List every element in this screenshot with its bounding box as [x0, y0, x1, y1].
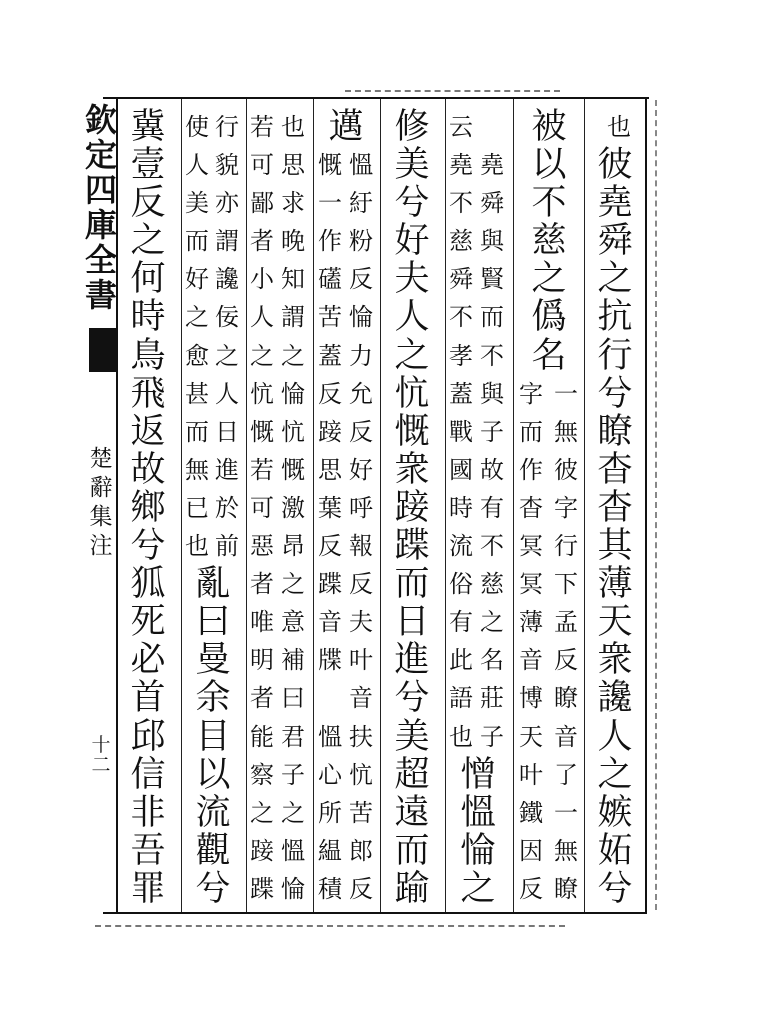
character: 定 — [84, 136, 117, 174]
character: 憎 — [460, 754, 496, 795]
character: 舜 — [480, 189, 504, 218]
column-7-note-left — [182, 108, 212, 565]
character: 蓋 — [449, 379, 473, 408]
character: 作 — [519, 455, 543, 484]
character: 踥 — [318, 417, 342, 446]
character: 集 — [89, 504, 113, 530]
character: 時 — [130, 297, 166, 338]
character: 孝 — [449, 341, 473, 370]
character: 一 — [318, 189, 342, 218]
character: 而 — [394, 564, 430, 605]
character: 惀 — [281, 874, 305, 903]
column-1-main-text — [593, 146, 637, 908]
character: 好 — [185, 265, 209, 294]
character: 惡 — [250, 532, 274, 561]
character: 賢 — [480, 265, 504, 294]
character: 之 — [480, 608, 504, 637]
character: 美 — [394, 145, 430, 186]
character: 知 — [281, 265, 305, 294]
character: 莊 — [480, 684, 504, 713]
column-rule — [313, 99, 314, 912]
character: 兮 — [597, 868, 633, 909]
character: 進 — [215, 455, 239, 484]
character: 好 — [394, 221, 430, 262]
column-5-note-left — [315, 146, 345, 679]
character: 而 — [185, 417, 209, 446]
character: 曼 — [195, 640, 231, 681]
character: 於 — [215, 493, 239, 522]
character: 曰 — [195, 602, 231, 643]
character: 能 — [250, 722, 274, 751]
character: 狐 — [130, 564, 166, 605]
character: 君 — [281, 722, 305, 751]
column-7-note-right — [212, 108, 242, 565]
character: 反 — [318, 532, 342, 561]
character: 舜 — [597, 221, 633, 262]
character: 兮 — [195, 868, 231, 909]
character: 唯 — [250, 608, 274, 637]
character: 思 — [318, 455, 342, 484]
character: 人 — [215, 379, 239, 408]
character: 彼 — [554, 455, 578, 484]
character: 之 — [281, 341, 305, 370]
column-4-main-text — [390, 108, 434, 908]
character: 踥 — [394, 487, 430, 528]
character: 子 — [281, 760, 305, 789]
character: 人 — [185, 151, 209, 180]
character: 觀 — [195, 830, 231, 871]
character: 首 — [130, 678, 166, 719]
character: 字 — [554, 493, 578, 522]
character: 反 — [318, 379, 342, 408]
character: 惀 — [349, 303, 373, 332]
character: 牒 — [318, 646, 342, 675]
character: 辭 — [89, 475, 113, 501]
character: 若 — [250, 113, 274, 141]
character: 曰 — [281, 684, 305, 713]
character: 無 — [554, 836, 578, 865]
character: 慨 — [250, 417, 274, 446]
column-2-main-text — [527, 108, 571, 375]
character: 瞭 — [597, 411, 633, 452]
character: 薄 — [519, 608, 543, 637]
character: 楚 — [89, 446, 113, 472]
character: 補 — [281, 646, 305, 675]
character: 鳥 — [130, 335, 166, 376]
character: 有 — [480, 493, 504, 522]
character: 兮 — [130, 526, 166, 567]
character: 其 — [597, 526, 633, 567]
character: 邁 — [328, 107, 364, 147]
character: 反 — [349, 874, 373, 903]
character: 讒 — [597, 678, 633, 719]
character: 故 — [130, 449, 166, 490]
character: 者 — [250, 227, 274, 256]
column-5-main-text — [324, 108, 368, 146]
character: 鄉 — [130, 487, 166, 528]
character: 子 — [480, 417, 504, 446]
character: 可 — [250, 151, 274, 180]
character: 反 — [349, 265, 373, 294]
character: 孟 — [554, 608, 578, 637]
character: 天 — [597, 602, 633, 643]
column-rule — [380, 99, 381, 912]
character: 美 — [185, 189, 209, 218]
character: 語 — [449, 684, 473, 713]
character: 反 — [349, 417, 373, 446]
character: 思 — [281, 151, 305, 180]
character: 一 — [554, 798, 578, 827]
character: 全 — [84, 241, 117, 279]
character: 反 — [349, 570, 373, 599]
character: 彼 — [597, 145, 633, 186]
character: 力 — [349, 341, 373, 370]
character: 進 — [394, 640, 430, 681]
character: 注 — [89, 533, 113, 559]
character: 無 — [185, 455, 209, 484]
character: 慨 — [394, 411, 430, 452]
character: 之 — [185, 303, 209, 332]
character: 信 — [130, 754, 166, 795]
character: 非 — [130, 792, 166, 833]
character: 此 — [449, 646, 473, 675]
character: 苦 — [349, 798, 373, 827]
character: 之 — [215, 341, 239, 370]
character: 之 — [250, 341, 274, 370]
character: 之 — [281, 570, 305, 599]
character: 而 — [480, 303, 504, 332]
column-3-note-right — [477, 146, 507, 756]
character: 也 — [185, 532, 209, 561]
character: 國 — [449, 455, 473, 484]
character: 慍 — [460, 792, 496, 833]
character: 踥 — [250, 836, 274, 865]
character: 博 — [519, 684, 543, 713]
character: 晚 — [281, 227, 305, 256]
character: 之 — [597, 754, 633, 795]
scan-mark-right — [655, 100, 657, 910]
character: 衆 — [597, 640, 633, 681]
column-rule — [513, 99, 514, 912]
character: 紆 — [349, 189, 373, 218]
scan-mark-top — [345, 90, 560, 92]
character: 所 — [318, 798, 342, 827]
character: 反 — [554, 646, 578, 675]
character: 欽 — [84, 101, 117, 139]
character: 美 — [394, 716, 430, 757]
character: 反 — [130, 183, 166, 224]
character: 不 — [531, 183, 567, 224]
character: 激 — [281, 493, 305, 522]
character: 之 — [597, 259, 633, 300]
character: 杳 — [597, 487, 633, 528]
character: 有 — [449, 608, 473, 637]
character: 人 — [597, 716, 633, 757]
character: 流 — [449, 532, 473, 561]
character: 與 — [480, 379, 504, 408]
character: 慈 — [531, 221, 567, 262]
character: 抗 — [597, 297, 633, 338]
character: 不 — [480, 341, 504, 370]
column-3-main-text — [456, 756, 500, 908]
book-title — [86, 445, 116, 561]
column-7-main-text — [191, 565, 235, 908]
character: 字 — [519, 379, 543, 408]
character: 鄙 — [250, 189, 274, 218]
character: 之 — [281, 798, 305, 827]
character: 葉 — [318, 493, 342, 522]
character: 兮 — [394, 183, 430, 224]
character: 不 — [449, 189, 473, 218]
column-rule — [584, 99, 585, 912]
character: 也 — [607, 113, 631, 141]
character: 慨 — [281, 455, 305, 484]
character: 忼 — [394, 373, 430, 414]
character: 慈 — [480, 570, 504, 599]
character: 被 — [531, 107, 567, 147]
character: 俗 — [449, 570, 473, 599]
scan-mark-bottom — [95, 925, 565, 927]
character: 之 — [394, 335, 430, 376]
character: 以 — [531, 145, 567, 186]
character: 扶 — [349, 722, 373, 751]
character: 踰 — [394, 868, 430, 909]
character: 飛 — [130, 373, 166, 414]
character: 前 — [215, 532, 239, 561]
character: 與 — [480, 227, 504, 256]
character: 謂 — [215, 227, 239, 256]
character: 之 — [250, 798, 274, 827]
column-1-note-top — [604, 108, 634, 146]
character: 貌 — [215, 151, 239, 180]
collection-title — [82, 103, 120, 313]
column-6-note-right — [278, 108, 308, 908]
character: 壹 — [130, 145, 166, 186]
character: 音 — [349, 684, 373, 713]
character: 昂 — [281, 532, 305, 561]
character: 作 — [318, 227, 342, 256]
character: 心 — [318, 760, 342, 789]
frame-top-border — [103, 97, 649, 99]
character: 慍 — [349, 151, 373, 180]
character: 意 — [281, 608, 305, 637]
character: 人 — [394, 297, 430, 338]
character: 云 — [449, 113, 473, 141]
character: 名 — [480, 646, 504, 675]
character: 必 — [130, 640, 166, 681]
character: 叶 — [519, 760, 543, 789]
character: 冀 — [130, 107, 166, 147]
character: 忼 — [250, 379, 274, 408]
character: 者 — [250, 684, 274, 713]
character: 忼 — [281, 417, 305, 446]
column-2-note-right — [551, 375, 581, 908]
character: 音 — [519, 646, 543, 675]
character: 堯 — [480, 151, 504, 180]
character: 愈 — [185, 341, 209, 370]
character: 明 — [250, 646, 274, 675]
character: 時 — [449, 493, 473, 522]
character: 也 — [449, 722, 473, 751]
character: 舜 — [449, 265, 473, 294]
character: 日 — [394, 602, 430, 643]
character: 叶 — [349, 646, 373, 675]
character: 之 — [460, 868, 496, 909]
character: 緼 — [318, 836, 342, 865]
character: 惀 — [281, 379, 305, 408]
character: 苦 — [318, 303, 342, 332]
character: 天 — [519, 722, 543, 751]
character: 十 — [91, 734, 111, 756]
character: 庫 — [84, 206, 117, 244]
character: 書 — [84, 276, 117, 314]
character: 甚 — [185, 379, 209, 408]
character: 何 — [130, 259, 166, 300]
character: 蹀 — [250, 874, 274, 903]
character: 郎 — [349, 836, 373, 865]
character: 已 — [185, 493, 209, 522]
character: 日 — [215, 417, 239, 446]
character: 呼 — [349, 493, 373, 522]
column-3-note-left — [446, 108, 476, 756]
page-number — [89, 735, 113, 775]
character: 因 — [519, 836, 543, 865]
column-2-note-left — [516, 375, 546, 908]
character: 妬 — [597, 830, 633, 871]
character: 蹀 — [394, 526, 430, 567]
character: 可 — [250, 493, 274, 522]
character: 之 — [531, 259, 567, 300]
character: 亦 — [215, 189, 239, 218]
character: 無 — [554, 417, 578, 446]
character: 之 — [130, 221, 166, 262]
character: 吾 — [130, 830, 166, 871]
character: 邱 — [130, 716, 166, 757]
character: 慍 — [281, 836, 305, 865]
frame-right-border — [645, 97, 647, 914]
character: 遠 — [394, 792, 430, 833]
character: 而 — [185, 227, 209, 256]
character: 僞 — [531, 297, 567, 338]
character: 謂 — [281, 303, 305, 332]
character: 蓋 — [318, 341, 342, 370]
character: 堯 — [597, 183, 633, 224]
character: 瞭 — [554, 684, 578, 713]
character: 慈 — [449, 227, 473, 256]
column-6-note-left — [247, 108, 277, 908]
character: 察 — [250, 760, 274, 789]
character: 衆 — [394, 449, 430, 490]
character: 二 — [91, 754, 111, 776]
character: 慍 — [318, 722, 342, 751]
character: 返 — [130, 411, 166, 452]
character: 音 — [318, 608, 342, 637]
character: 也 — [281, 113, 305, 141]
character: 行 — [554, 532, 578, 561]
character: 反 — [519, 874, 543, 903]
character: 杳 — [597, 449, 633, 490]
character: 行 — [215, 113, 239, 141]
column-5-note-right — [346, 146, 376, 908]
character: 報 — [349, 532, 373, 561]
character: 不 — [480, 532, 504, 561]
character: 戰 — [449, 417, 473, 446]
character: 使 — [185, 113, 209, 141]
character: 兮 — [394, 678, 430, 719]
character: 慨 — [318, 151, 342, 180]
character: 不 — [449, 303, 473, 332]
character: 粉 — [349, 227, 373, 256]
character: 好 — [349, 455, 373, 484]
character: 人 — [250, 303, 274, 332]
character: 若 — [250, 455, 274, 484]
character: 修 — [394, 107, 430, 147]
character: 忼 — [349, 760, 373, 789]
character: 下 — [554, 570, 578, 599]
character: 死 — [130, 602, 166, 643]
character: 流 — [195, 792, 231, 833]
character: 目 — [195, 716, 231, 757]
character: 佞 — [215, 303, 239, 332]
character: 行 — [597, 335, 633, 376]
character: 亂 — [195, 564, 231, 605]
character: 名 — [531, 335, 567, 376]
character: 小 — [250, 265, 274, 294]
character: 瞭 — [554, 874, 578, 903]
character: 了 — [554, 760, 578, 789]
character: 允 — [349, 379, 373, 408]
character: 礚 — [318, 265, 342, 294]
character: 余 — [195, 678, 231, 719]
character: 堯 — [449, 151, 473, 180]
character: 罪 — [130, 868, 166, 909]
fishtail-mark — [89, 328, 116, 372]
character: 而 — [519, 417, 543, 446]
column-8-main-text — [126, 108, 170, 908]
character: 冥 — [519, 532, 543, 561]
character: 鐵 — [519, 798, 543, 827]
character: 子 — [480, 722, 504, 751]
character: 故 — [480, 455, 504, 484]
character: 蹀 — [318, 570, 342, 599]
character: 讒 — [215, 265, 239, 294]
character: 超 — [394, 754, 430, 795]
character: 夫 — [394, 259, 430, 300]
column-5-note-left-continued — [315, 718, 345, 908]
character: 冥 — [519, 570, 543, 599]
character: 者 — [250, 570, 274, 599]
character: 而 — [394, 830, 430, 871]
character: 夫 — [349, 608, 373, 637]
frame-bottom-border — [103, 912, 647, 914]
character: 薄 — [597, 564, 633, 605]
character: 嫉 — [597, 792, 633, 833]
character: 一 — [554, 379, 578, 408]
character: 積 — [318, 874, 342, 903]
character: 四 — [84, 171, 117, 209]
character: 兮 — [597, 373, 633, 414]
character: 惀 — [460, 830, 496, 871]
character: 求 — [281, 189, 305, 218]
character: 音 — [554, 722, 578, 751]
character: 以 — [195, 754, 231, 795]
character: 杳 — [519, 493, 543, 522]
